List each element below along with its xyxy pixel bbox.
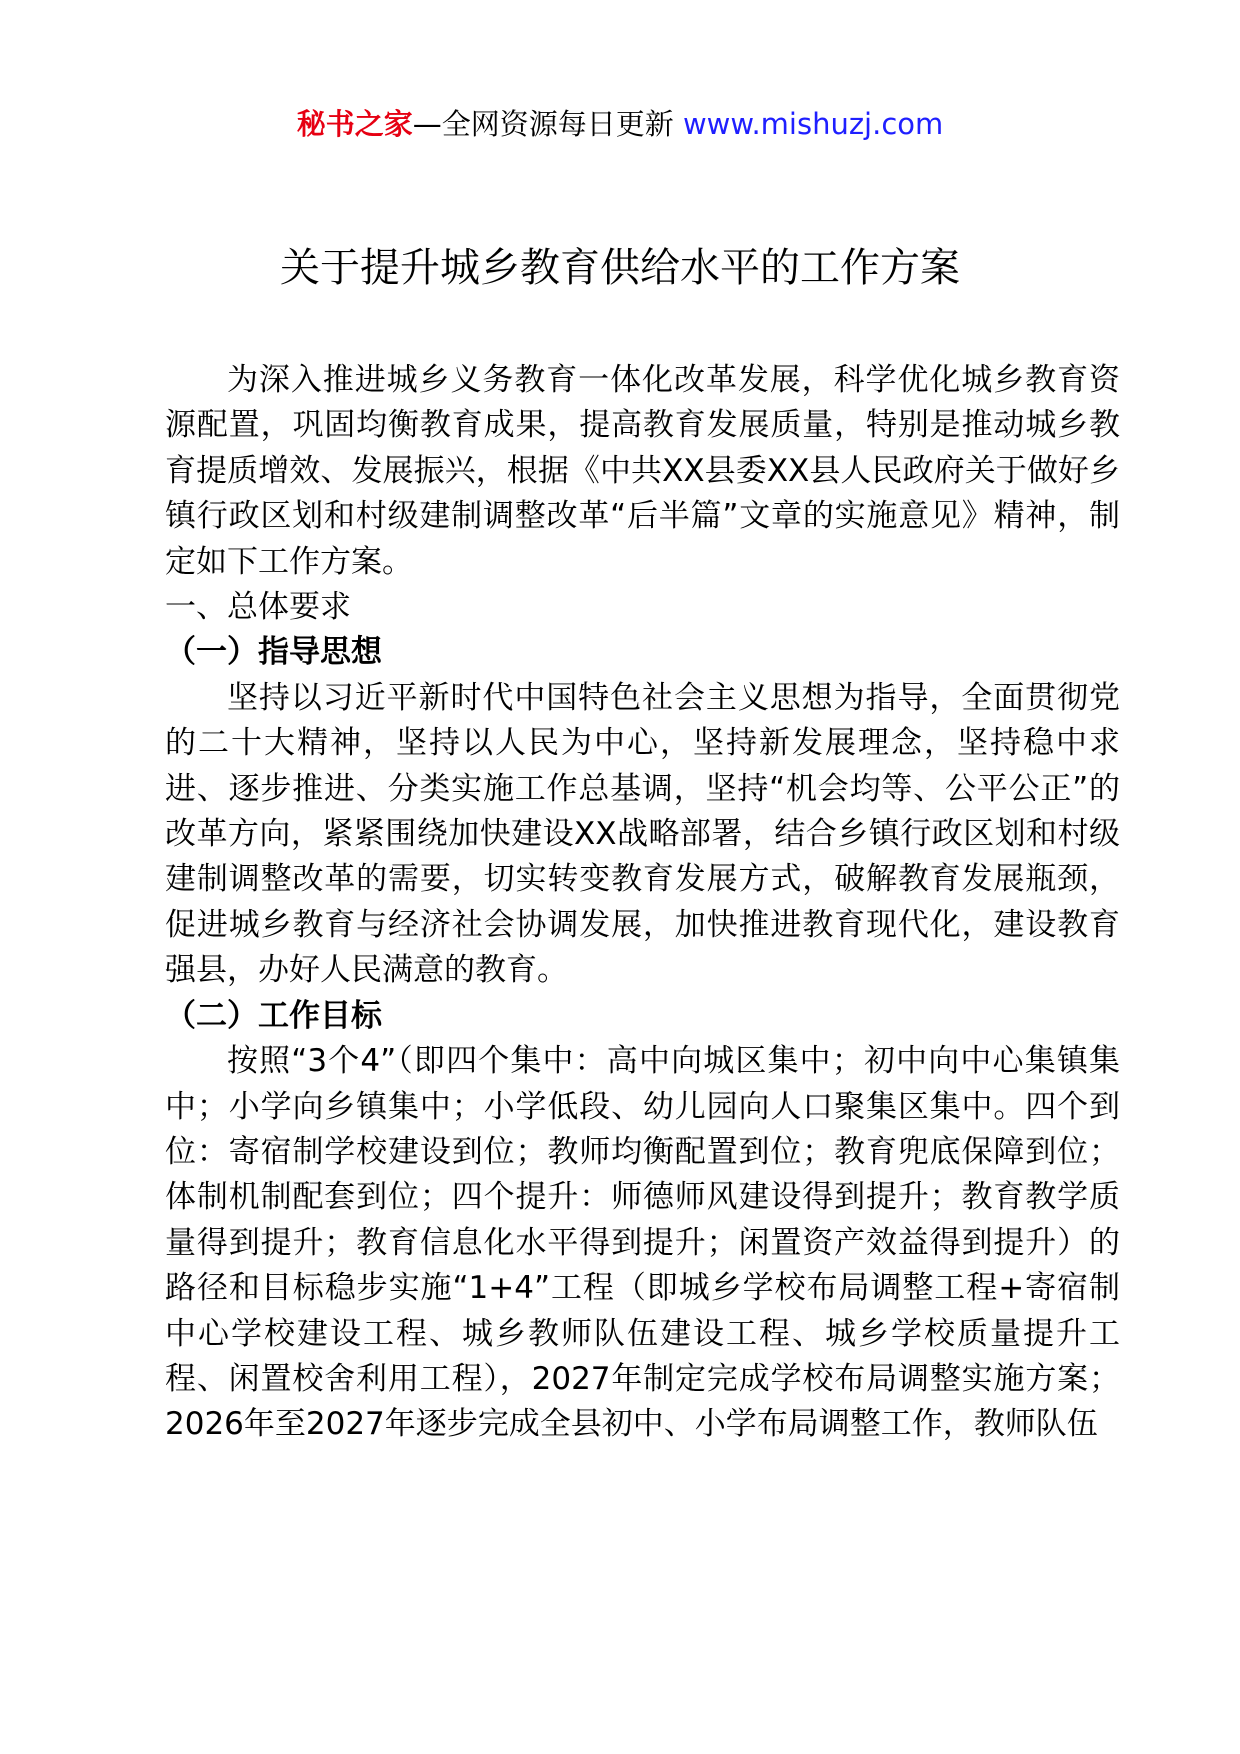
work-goals-paragraph: 按照“3个4”（即四个集中：高中向城区集中；初中向中心集镇集中；小学向乡镇集中；小学低段、幼儿园向人口聚集区集中。四个到位：寄宿制学校建设到位；教师均衡配置到位；教育兜底保障到位；体制机制配套到位；四个提升：师德师风建设得到提升；教育教学质量得到提升；教育信息化水平得到提升；闲置资产效益得到提升）的路径和目标稳步实施“1+4”工程（即城乡学校布局调整工程+寄宿制中心学校建设工程、城乡教师队伍建设工程、城乡学校质量提升工程、闲置校舍利用工程），2027年制定完成学校布局调整实施方案；2026年至2027年逐步完成全县初中、小学布局调整工作，教师队伍 bbox=[165, 1043, 1120, 1443]
section-heading: 一、总体要求 bbox=[165, 589, 351, 626]
document-body bbox=[165, 358, 1120, 1448]
document-title: 关于提升城乡教育供给水平的工作方案 bbox=[280, 245, 960, 291]
site-brand: 秘书之家 bbox=[296, 107, 413, 141]
subsection-heading-guiding-ideology: （一）指导思想 bbox=[165, 634, 382, 671]
subsection-heading-work-goals: （二）工作目标 bbox=[165, 997, 382, 1034]
site-url: www.mishuzj.com bbox=[682, 107, 944, 141]
guiding-ideology-paragraph: 坚持以习近平新时代中国特色社会主义思想为指导，全面贯彻党的二十大精神，坚持以人民为中心，坚持新发展理念，坚持稳中求进、逐步推进、分类实施工作总基调，坚持“机会均等、公平公正”的改革方向，紧紧围绕加快建设XX战略部署，结合乡镇行政区划和村级建制调整改革的需要，切实转变教育发展方式，破解教育发展瓶颈，促进城乡教育与经济社会协调发展，加快推进教育现代化，建设教育强县，办好人民满意的教育。 bbox=[165, 679, 1120, 989]
site-tagline: —全网资源每日更新 bbox=[412, 107, 683, 141]
site-header bbox=[0, 100, 1240, 148]
intro-paragraph: 为深入推进城乡义务教育一体化改革发展，科学优化城乡教育资源配置，巩固均衡教育成果，提高教育发展质量，特别是推动城乡教育提质增效、发展振兴，根据《中共XX县委XX县人民政府关于做好乡镇行政区划和村级建制调整改革“后半篇”文章的实施意见》精神，制定如下工作方案。 bbox=[165, 362, 1120, 580]
